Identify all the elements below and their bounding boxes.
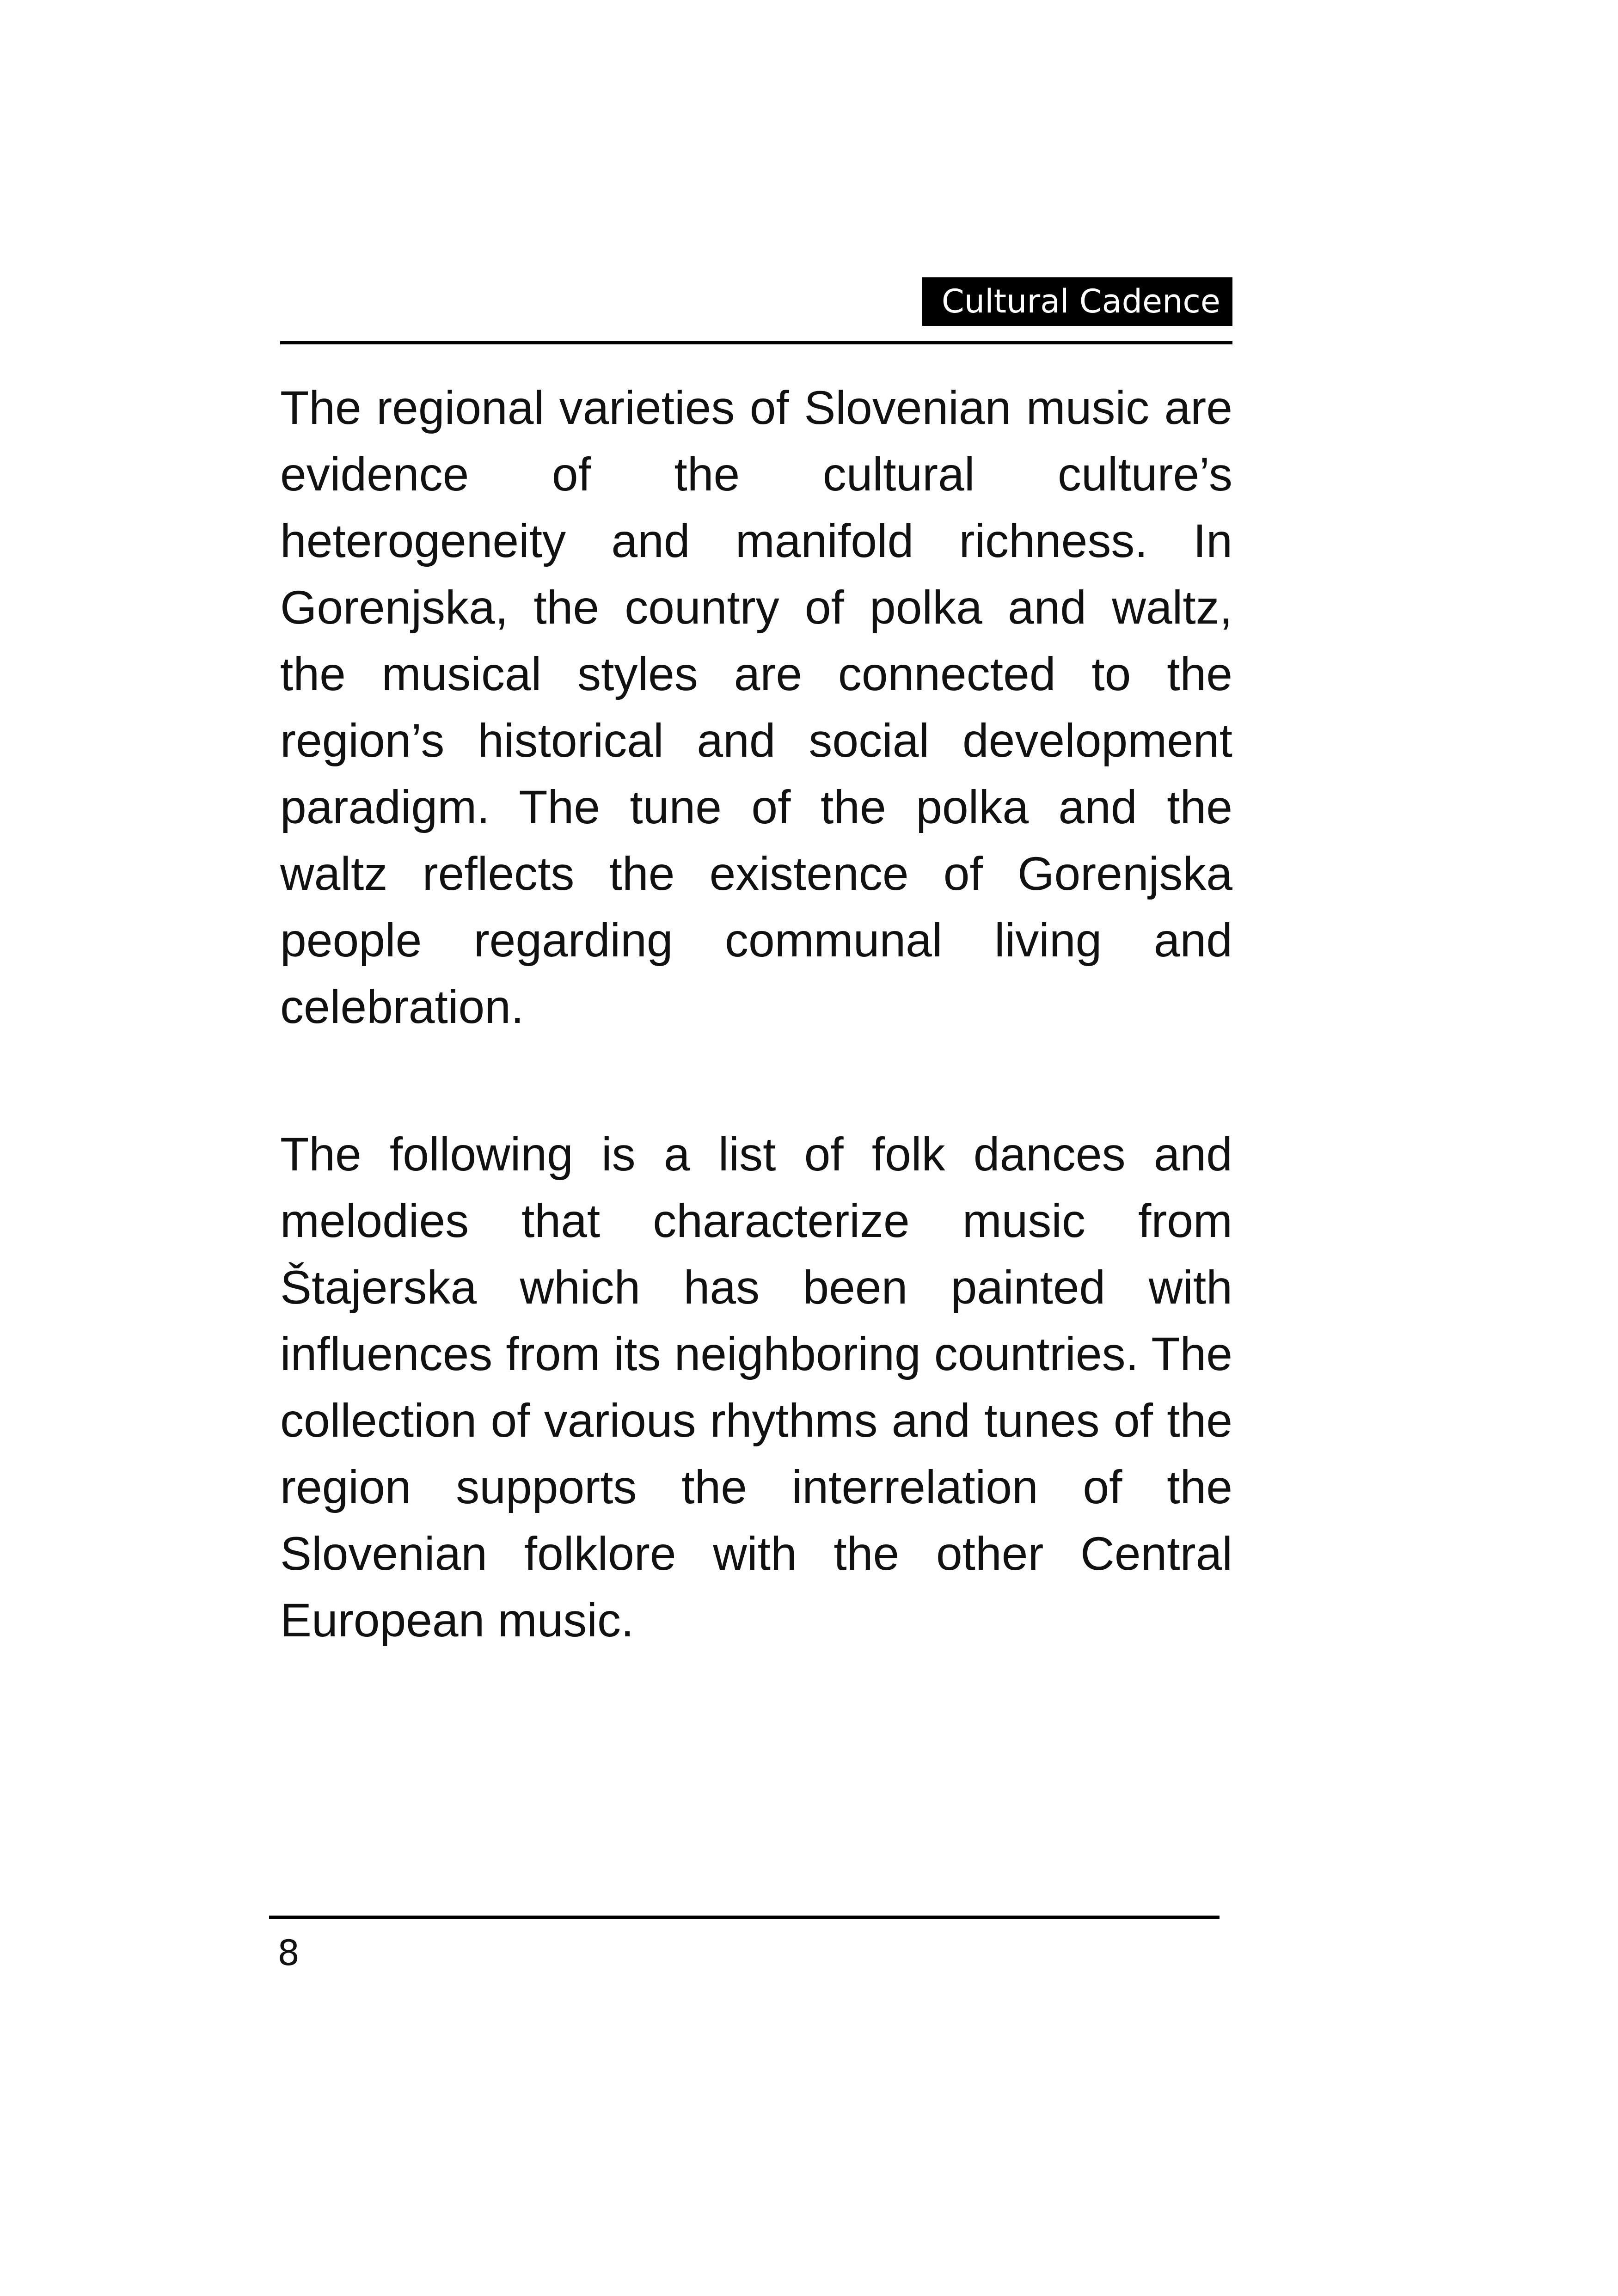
page-number: 8 [277,1932,300,1973]
body-paragraph-2: The following is a list of folk dances and melodies that characterize music from Štajerska which has been painted with influences from its neighboring countries. The collection of various rhythms and tunes of the region supports the interrelation of the Slovenian folklore with the other Central European music. [280,1128,1232,1647]
running-header [280,277,1232,344]
body-paragraph-1: The regional varieties of Slovenian music are evidence of the cultural culture’s heterogeneity and manifold richness. In Gorenjska, the country of polka and waltz, the musical styles are connected to the region’s historical and social development paradigm. The tune of the polka and the waltz reflects the existence of Gorenjska people regarding communal living and celebration. [280,381,1232,1033]
footer-divider [269,1916,1220,1919]
running-title: Cultural Cadence [922,277,1232,326]
